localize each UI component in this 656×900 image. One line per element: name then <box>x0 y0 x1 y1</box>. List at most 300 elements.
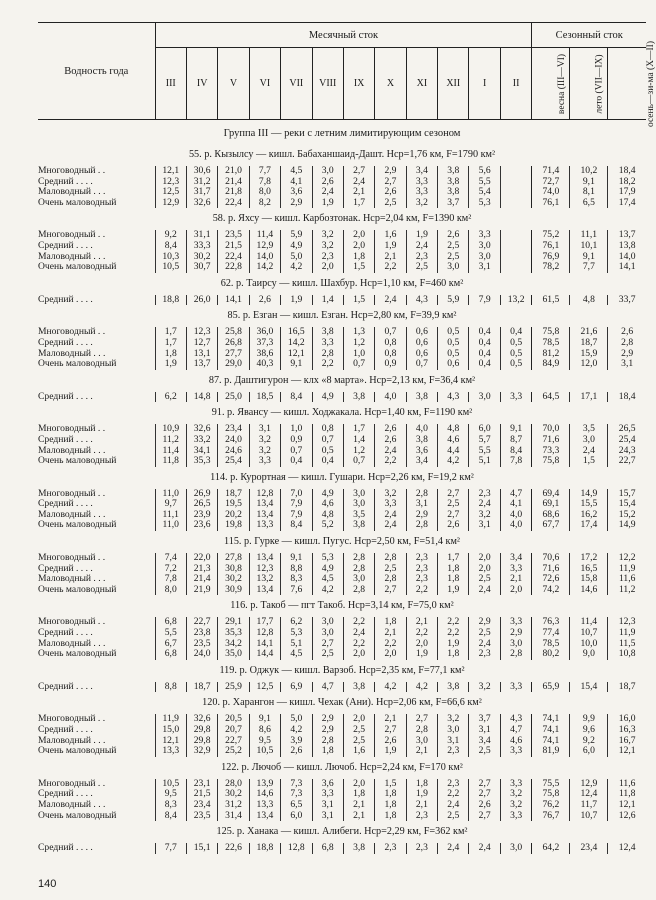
season-value: 69,4 <box>532 489 570 500</box>
month-value: 3,0 <box>469 392 500 403</box>
season-value: 9,6 <box>570 725 608 736</box>
season-value: 81,9 <box>532 746 570 757</box>
month-value: 7,8 <box>249 177 280 188</box>
season-value: 73,3 <box>532 446 570 457</box>
month-value: 5,2 <box>312 520 343 531</box>
month-value: 2,1 <box>343 187 374 198</box>
month-value: 0,7 <box>343 359 374 370</box>
month-value: 2,8 <box>500 649 532 660</box>
month-value: 2,5 <box>343 725 374 736</box>
month-value: 0,5 <box>500 359 532 370</box>
row-label: Средний . . . . <box>38 680 93 692</box>
month-value: 3,2 <box>500 789 532 800</box>
month-value: 23,4 <box>218 424 249 435</box>
season-header <box>532 48 570 120</box>
month-value: 0,6 <box>406 327 437 338</box>
month-header: VIII <box>312 48 343 120</box>
month-value: 4,4 <box>438 446 469 457</box>
river-title: 62. р. Таирсу — кишл. Шахбур. Нср=1,10 км, F=460 км² <box>220 277 464 289</box>
month-value: 3,3 <box>500 682 532 693</box>
month-value: 21,0 <box>218 166 249 177</box>
month-value: 2,5 <box>469 746 500 757</box>
month-value: 4,2 <box>375 682 406 693</box>
month-value: 1,8 <box>438 564 469 575</box>
season-value: 3,0 <box>570 435 608 446</box>
month-header: V <box>218 48 249 120</box>
month-value: 3,8 <box>343 392 374 403</box>
row-label: Маловодный . . . <box>38 250 106 262</box>
season-value: 17,1 <box>570 392 608 403</box>
month-value: 3,3 <box>500 564 532 575</box>
month-value: 14,8 <box>186 392 217 403</box>
season-value: 77,4 <box>532 628 570 639</box>
row-label: Многоводный . . <box>38 229 106 241</box>
month-value: 2,0 <box>469 564 500 575</box>
month-value: 24,6 <box>218 446 249 457</box>
season-value: 67,7 <box>532 520 570 531</box>
month-value: 2,8 <box>375 553 406 564</box>
month-value: 1,8 <box>438 649 469 660</box>
month-value: 2,3 <box>406 574 437 585</box>
month-value: 2,4 <box>343 177 374 188</box>
month-value: 2,7 <box>469 789 500 800</box>
month-value: 32,9 <box>186 746 217 757</box>
month-value: 25,9 <box>218 682 249 693</box>
month-value: 2,2 <box>343 617 374 628</box>
month-value: 2,5 <box>438 252 469 263</box>
month-value: 2,9 <box>500 628 532 639</box>
month-value: 2,8 <box>406 489 437 500</box>
month-value: 2,0 <box>343 649 374 660</box>
month-value: 2,7 <box>312 639 343 650</box>
month-value: 2,6 <box>375 435 406 446</box>
month-value: 3,2 <box>469 682 500 693</box>
month-value: 26,9 <box>186 489 217 500</box>
month-value: 15,1 <box>186 843 217 854</box>
month-value: 4,0 <box>500 520 532 531</box>
month-value: 1,9 <box>155 359 186 370</box>
month-value: 14,2 <box>249 262 280 273</box>
month-value: 3,8 <box>343 843 374 854</box>
month-value: 3,7 <box>469 714 500 725</box>
month-value: 18,7 <box>218 489 249 500</box>
row-label: Средний . . . . <box>38 627 93 639</box>
season-value: 75,2 <box>532 230 570 241</box>
month-value: 2,7 <box>406 714 437 725</box>
season-value: 76,7 <box>532 811 570 822</box>
month-value: 13,4 <box>249 585 280 596</box>
month-value: 13,2 <box>500 295 532 306</box>
month-value: 0,4 <box>312 456 343 467</box>
month-value: 7,2 <box>155 564 186 575</box>
month-value: 10,9 <box>155 424 186 435</box>
month-value: 1,0 <box>281 424 312 435</box>
month-value: 21,5 <box>186 789 217 800</box>
season-value: 70,6 <box>532 553 570 564</box>
month-value: 29,8 <box>186 736 217 747</box>
month-value: 23,1 <box>186 779 217 790</box>
month-value: 12,3 <box>186 327 217 338</box>
season-value: 75,8 <box>532 789 570 800</box>
month-value: 1,8 <box>343 789 374 800</box>
month-value: 18,5 <box>249 392 280 403</box>
river-title: 120. р. Харангон — кишл. Чехак (Ани). Нср=2,06 км, F=66,6 км² <box>202 697 482 709</box>
month-value: 2,2 <box>343 639 374 650</box>
row-label: Очень маловодный <box>38 519 117 531</box>
month-value: 27,8 <box>218 553 249 564</box>
month-value: 2,2 <box>406 585 437 596</box>
month-value: 1,9 <box>312 198 343 209</box>
month-value: 4,1 <box>500 499 532 510</box>
month-value: 23,9 <box>186 510 217 521</box>
month-value: 2,1 <box>406 617 437 628</box>
river-title-row <box>38 757 646 779</box>
month-value: 2,0 <box>406 639 437 650</box>
month-value: 2,5 <box>469 574 500 585</box>
season-value: 74,2 <box>532 585 570 596</box>
month-value: 3,3 <box>469 230 500 241</box>
month-value: 1,8 <box>375 800 406 811</box>
month-value: 8,3 <box>155 800 186 811</box>
river-title-row <box>38 144 646 166</box>
row-label: Многоводный . . <box>38 165 106 176</box>
row-label: Средний . . . . <box>38 498 93 510</box>
month-value: 0,7 <box>343 456 374 467</box>
season-value: 14,6 <box>570 585 608 596</box>
month-value: 14,2 <box>281 338 312 349</box>
table-row <box>38 585 646 596</box>
month-value-empty <box>500 230 532 241</box>
month-value: 6,0 <box>281 811 312 822</box>
month-value: 2,6 <box>375 736 406 747</box>
month-value: 4,3 <box>406 295 437 306</box>
season-value: 33,7 <box>608 295 646 306</box>
month-value: 8,4 <box>281 392 312 403</box>
month-value: 3,3 <box>406 177 437 188</box>
month-value: 25,0 <box>218 392 249 403</box>
month-value: 0,7 <box>406 359 437 370</box>
season-value: 69,1 <box>532 499 570 510</box>
month-value: 9,1 <box>281 553 312 564</box>
table-row <box>38 338 646 349</box>
month-value: 1,8 <box>375 789 406 800</box>
month-value: 4,6 <box>500 736 532 747</box>
month-value: 0,9 <box>375 359 406 370</box>
month-value: 2,9 <box>375 166 406 177</box>
month-value-empty <box>500 177 532 188</box>
month-value-empty <box>500 166 532 177</box>
month-value: 6,9 <box>281 682 312 693</box>
month-value: 31,2 <box>186 177 217 188</box>
month-value: 4,9 <box>312 489 343 500</box>
table-row <box>38 392 646 403</box>
month-value: 14,1 <box>249 639 280 650</box>
month-value: 30,2 <box>218 789 249 800</box>
month-value: 3,0 <box>312 166 343 177</box>
month-value: 7,3 <box>281 789 312 800</box>
row-label: Маловодный . . . <box>38 734 106 746</box>
season-value: 22,7 <box>608 456 646 467</box>
month-value: 20,7 <box>218 725 249 736</box>
month-value: 7,9 <box>281 510 312 521</box>
month-value: 8,4 <box>500 446 532 457</box>
month-value: 4,2 <box>281 725 312 736</box>
season-value: 24,3 <box>608 446 646 457</box>
month-value: 9,5 <box>155 789 186 800</box>
season-value: 2,9 <box>608 349 646 360</box>
season-value: 9,9 <box>570 714 608 725</box>
row-label: Средний . . . . <box>38 724 93 735</box>
month-value: 7,7 <box>155 843 186 854</box>
month-value: 13,4 <box>249 510 280 521</box>
month-value: 3,1 <box>469 725 500 736</box>
row-label: Очень маловодный <box>38 261 117 273</box>
month-value: 2,6 <box>312 177 343 188</box>
month-value: 14,0 <box>249 252 280 263</box>
month-value: 2,1 <box>375 628 406 639</box>
month-value: 8,3 <box>281 574 312 585</box>
table-row <box>38 166 646 177</box>
month-value: 2,0 <box>375 649 406 660</box>
month-value: 21,8 <box>218 187 249 198</box>
month-value: 0,5 <box>438 338 469 349</box>
season-value: 71,4 <box>532 166 570 177</box>
month-value: 2,8 <box>343 585 374 596</box>
month-value: 35,3 <box>186 456 217 467</box>
month-value: 1,9 <box>281 295 312 306</box>
month-value: 2,4 <box>375 520 406 531</box>
month-value: 26,8 <box>218 338 249 349</box>
month-value: 2,3 <box>406 811 437 822</box>
month-value: 4,9 <box>281 241 312 252</box>
month-value: 2,5 <box>375 564 406 575</box>
month-value: 12,5 <box>155 187 186 198</box>
month-value: 22,6 <box>218 843 249 854</box>
month-value: 3,3 <box>500 746 532 757</box>
season-value: 76,9 <box>532 252 570 263</box>
month-value: 36,0 <box>249 327 280 338</box>
month-value: 11,4 <box>249 230 280 241</box>
month-value: 4,8 <box>312 510 343 521</box>
month-value: 6,7 <box>155 639 186 650</box>
month-value: 3,0 <box>406 736 437 747</box>
month-value: 9,1 <box>281 359 312 370</box>
month-value: 8,4 <box>155 811 186 822</box>
table-page <box>38 22 656 854</box>
month-value-empty <box>500 241 532 252</box>
season-value: 11,7 <box>570 800 608 811</box>
month-value: 4,7 <box>312 682 343 693</box>
month-value: 6,5 <box>281 800 312 811</box>
row-label: Многоводный . . <box>38 487 106 499</box>
season-value: 4,8 <box>570 295 608 306</box>
month-value: 1,8 <box>438 574 469 585</box>
month-value: 12,8 <box>249 489 280 500</box>
row-label: Маловодный . . . <box>38 347 106 359</box>
month-value: 31,1 <box>186 230 217 241</box>
month-header: XII <box>438 48 469 120</box>
month-value: 5,0 <box>281 252 312 263</box>
month-value: 14,6 <box>249 789 280 800</box>
month-value: 6,0 <box>469 424 500 435</box>
month-value: 0,5 <box>438 349 469 360</box>
month-value: 1,8 <box>375 617 406 628</box>
month-value: 1,7 <box>438 553 469 564</box>
month-value: 1,9 <box>406 789 437 800</box>
season-value: 81,2 <box>532 349 570 360</box>
season-value: 74,0 <box>532 187 570 198</box>
season-value: 65,9 <box>532 682 570 693</box>
month-value: 5,4 <box>469 187 500 198</box>
month-value: 8,0 <box>249 187 280 198</box>
month-value: 13,3 <box>249 800 280 811</box>
table-row <box>38 520 646 531</box>
month-value: 4,7 <box>500 489 532 500</box>
month-value: 2,2 <box>438 617 469 628</box>
month-value: 20,5 <box>218 714 249 725</box>
month-value: 0,8 <box>312 424 343 435</box>
month-value: 4,8 <box>438 424 469 435</box>
season-value: 72,6 <box>532 574 570 585</box>
month-value: 13,4 <box>249 553 280 564</box>
month-value: 2,4 <box>469 499 500 510</box>
month-value: 2,7 <box>375 177 406 188</box>
month-value: 2,3 <box>469 489 500 500</box>
river-title: 122. р. Лючоб — кишл. Лючоб. Нср=2,24 км, F=170 км² <box>221 761 463 773</box>
month-value: 11,0 <box>155 520 186 531</box>
month-value: 23,4 <box>186 800 217 811</box>
month-value: 0,4 <box>469 327 500 338</box>
month-value: 13,3 <box>249 520 280 531</box>
river-title: 119. р. Оджук — кишл. Варзоб. Нср=2,35 км, F=77,1 км² <box>219 664 465 676</box>
month-value: 2,8 <box>343 553 374 564</box>
season-value: 6,0 <box>570 746 608 757</box>
month-value: 2,8 <box>312 349 343 360</box>
month-value: 3,1 <box>249 424 280 435</box>
month-value: 3,3 <box>500 811 532 822</box>
month-value: 2,6 <box>438 230 469 241</box>
river-title: 114. р. Курортная — кишл. Гушари. Нср=2,26 км, F=19,2 км² <box>210 471 474 483</box>
table-row <box>38 241 646 252</box>
month-value: 35,3 <box>218 628 249 639</box>
table-row <box>38 456 646 467</box>
month-value: 2,7 <box>469 811 500 822</box>
month-header: I <box>469 48 500 120</box>
month-value: 38,6 <box>249 349 280 360</box>
month-value: 7,8 <box>155 574 186 585</box>
month-value: 2,8 <box>406 725 437 736</box>
month-value: 1,0 <box>343 349 374 360</box>
row-label: Многоводный . . <box>38 777 106 789</box>
month-value: 3,9 <box>281 736 312 747</box>
month-value: 4,5 <box>312 574 343 585</box>
month-value: 0,8 <box>375 338 406 349</box>
month-value: 15,0 <box>155 725 186 736</box>
month-value: 1,9 <box>438 585 469 596</box>
month-value: 3,5 <box>343 510 374 521</box>
season-value: 12,4 <box>608 843 646 854</box>
month-value: 1,2 <box>343 338 374 349</box>
month-value: 7,6 <box>281 585 312 596</box>
month-value: 4,6 <box>438 435 469 446</box>
month-value: 2,4 <box>469 843 500 854</box>
month-value: 4,7 <box>500 725 532 736</box>
river-title: 58. р. Яхсу — кишл. Карбозтонак. Нср=2,04 км, F=1390 км² <box>212 213 472 225</box>
month-value: 2,9 <box>312 725 343 736</box>
month-value: 3,4 <box>469 736 500 747</box>
river-title: 91. р. Явансу — кишл. Ходжакала. Нср=1,40 км, F=1190 км² <box>211 407 473 419</box>
month-value: 1,7 <box>343 424 374 435</box>
month-value: 23,5 <box>186 639 217 650</box>
month-value: 3,0 <box>343 574 374 585</box>
month-value: 13,3 <box>155 746 186 757</box>
season-value: 26,5 <box>608 424 646 435</box>
month-value: 3,1 <box>469 520 500 531</box>
month-value: 6,2 <box>155 392 186 403</box>
month-value: 3,0 <box>312 628 343 639</box>
month-value: 1,4 <box>312 295 343 306</box>
season-value: 11,8 <box>608 789 646 800</box>
month-value: 2,8 <box>375 574 406 585</box>
month-value: 3,0 <box>469 252 500 263</box>
table-row <box>38 811 646 822</box>
month-value: 25,8 <box>218 327 249 338</box>
season-value: 15,5 <box>570 499 608 510</box>
month-value: 4,0 <box>375 392 406 403</box>
month-value-empty <box>500 252 532 263</box>
month-value: 0,7 <box>375 327 406 338</box>
river-title-row <box>38 305 646 327</box>
month-value: 33,2 <box>186 435 217 446</box>
month-value: 4,1 <box>281 177 312 188</box>
month-value: 3,4 <box>406 166 437 177</box>
month-value: 2,4 <box>375 510 406 521</box>
month-value: 14,1 <box>218 295 249 306</box>
season-value: 11,4 <box>570 617 608 628</box>
season-value: 74,1 <box>532 736 570 747</box>
month-value: 0,6 <box>406 338 437 349</box>
row-label: Многоводный . . <box>38 713 106 725</box>
month-value: 2,6 <box>469 800 500 811</box>
row-label: Многоводный . . <box>38 552 106 564</box>
month-value: 0,9 <box>281 435 312 446</box>
month-value: 12,3 <box>155 177 186 188</box>
season-value: 61,5 <box>532 295 570 306</box>
month-value: 2,9 <box>312 714 343 725</box>
month-value: 2,4 <box>375 295 406 306</box>
season-value: 64,2 <box>532 843 570 854</box>
month-value: 0,4 <box>281 456 312 467</box>
season-value: 74,1 <box>532 725 570 736</box>
month-value: 2,7 <box>469 779 500 790</box>
month-value: 2,5 <box>438 241 469 252</box>
season-value: 25,4 <box>608 435 646 446</box>
season-value: 17,9 <box>608 187 646 198</box>
month-value: 30,8 <box>218 564 249 575</box>
season-value: 8,1 <box>570 187 608 198</box>
month-value: 2,4 <box>469 639 500 650</box>
month-value: 2,3 <box>438 746 469 757</box>
month-value: 21,3 <box>186 564 217 575</box>
month-value: 0,4 <box>469 349 500 360</box>
month-value: 2,0 <box>500 585 532 596</box>
month-value: 3,0 <box>438 725 469 736</box>
season-value: 16,0 <box>608 714 646 725</box>
month-value: 2,1 <box>406 746 437 757</box>
season-value: 18,4 <box>608 392 646 403</box>
month-value: 2,3 <box>469 649 500 660</box>
month-value: 1,7 <box>155 338 186 349</box>
